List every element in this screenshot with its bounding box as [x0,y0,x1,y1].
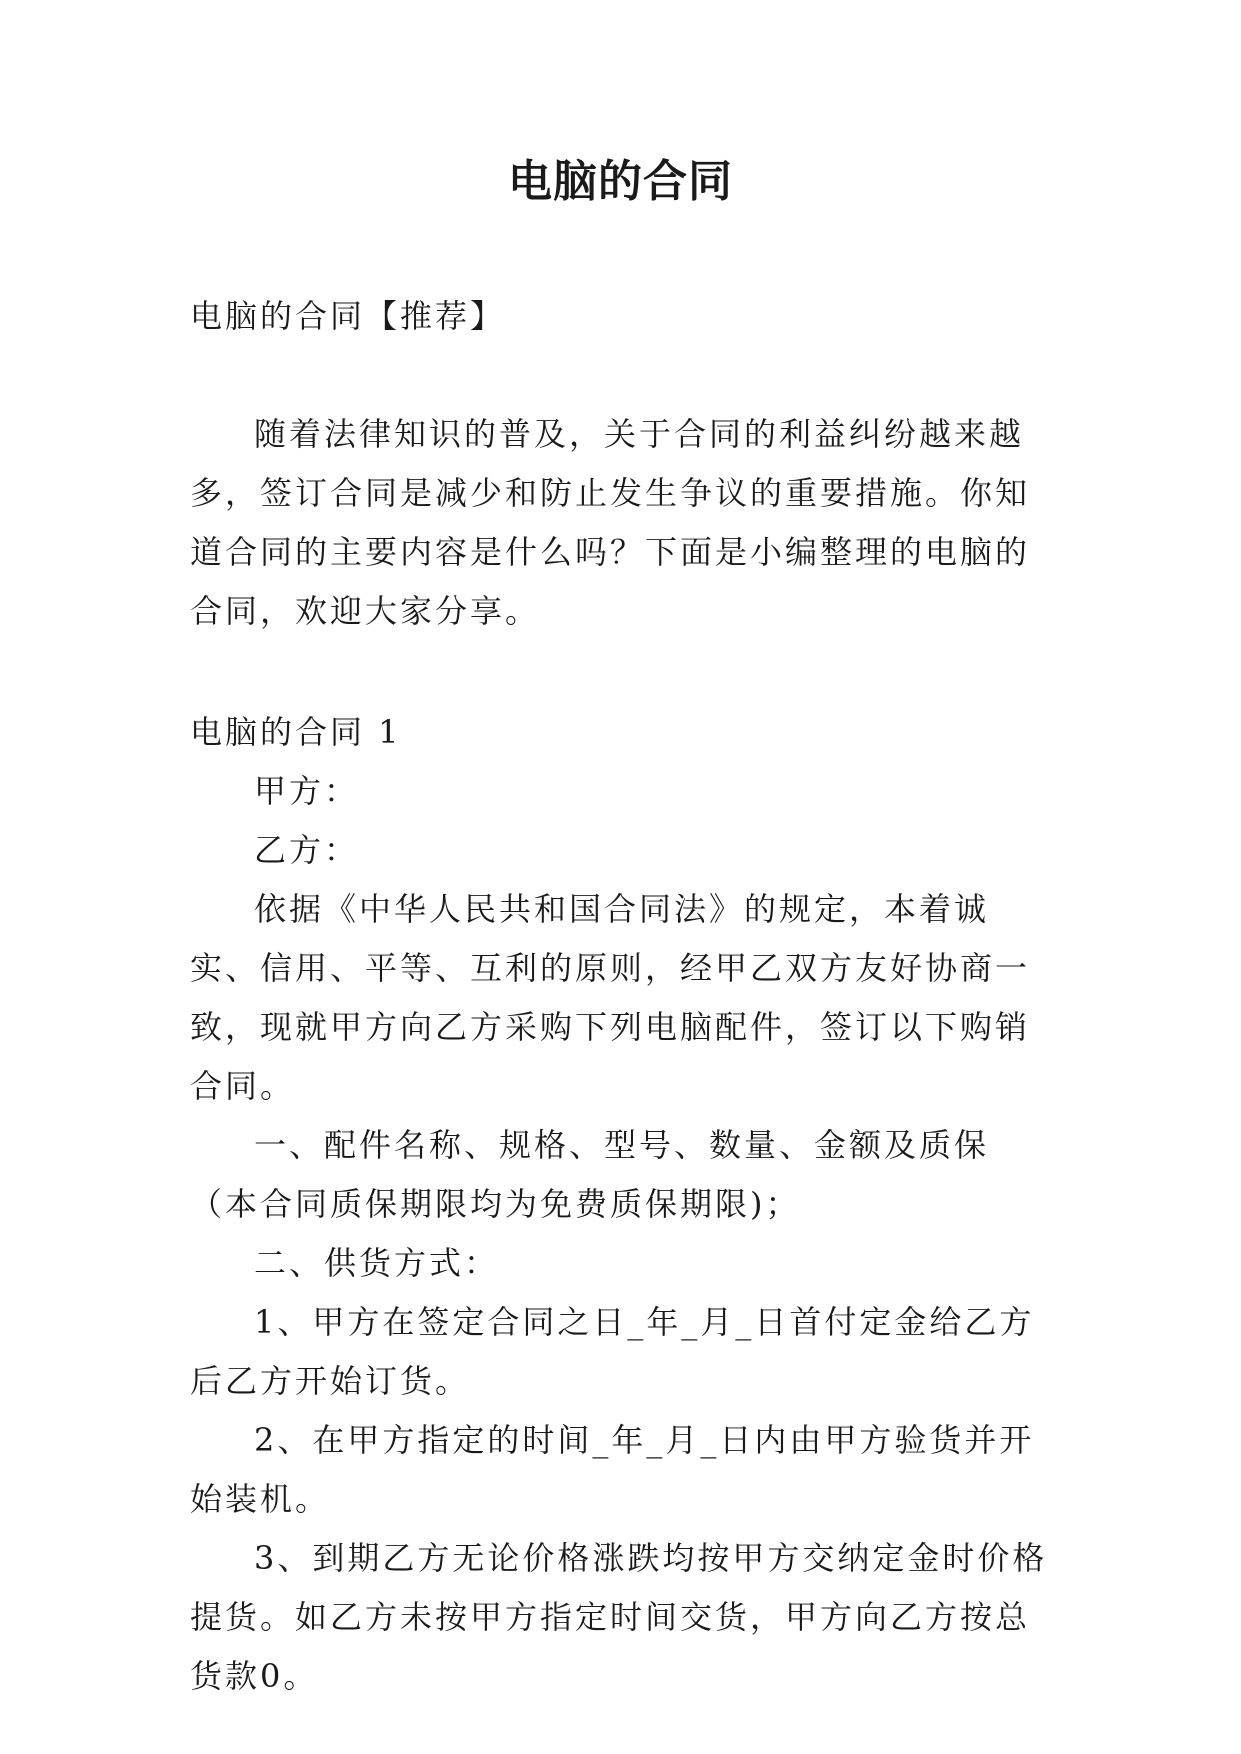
clause-1-paragraph: 一、配件名称、规格、型号、数量、金额及质保（本合同质保期限均为免费质保期限)； [190,1126,990,1223]
clause-item-3: 3、到期乙方无论价格涨跌均按甲方交纳定金时价格提货。如乙方未按甲方指定时间交货，甲方向乙方按总货款0。 [190,1539,1048,1695]
party-a-line: 甲方： [254,772,360,810]
clause-item-2: 2、在甲方指定的时间_年_月_日内由甲方验货并开始装机。 [190,1421,1035,1518]
document-subtitle: 电脑的合同【推荐】 [190,297,506,335]
clause-item-1: 1、甲方在签定合同之日_年_月_日首付定金给乙方后乙方开始订货。 [190,1303,1035,1400]
preamble-paragraph: 依据《中华人民共和国合同法》的规定，本着诚实、信用、平等、互利的原则，经甲乙双方友好协商一致，现就甲方向乙方采购下列电脑配件，签订以下购销合同。 [190,890,1031,1105]
document-title: 电脑的合同 [508,156,733,207]
intro-paragraph: 随着法律知识的普及，关于合同的利益纠纷越来越多，签订合同是减少和防止发生争议的重要措施。你知道合同的主要内容是什么吗？下面是小编整理的电脑的合同，欢迎大家分享。 [190,415,1031,630]
clause-2-heading: 二、供货方式： [254,1244,500,1282]
party-b-line: 乙方： [254,831,360,869]
section-heading: 电脑的合同 1 [190,713,402,751]
document-body [190,287,1050,1706]
